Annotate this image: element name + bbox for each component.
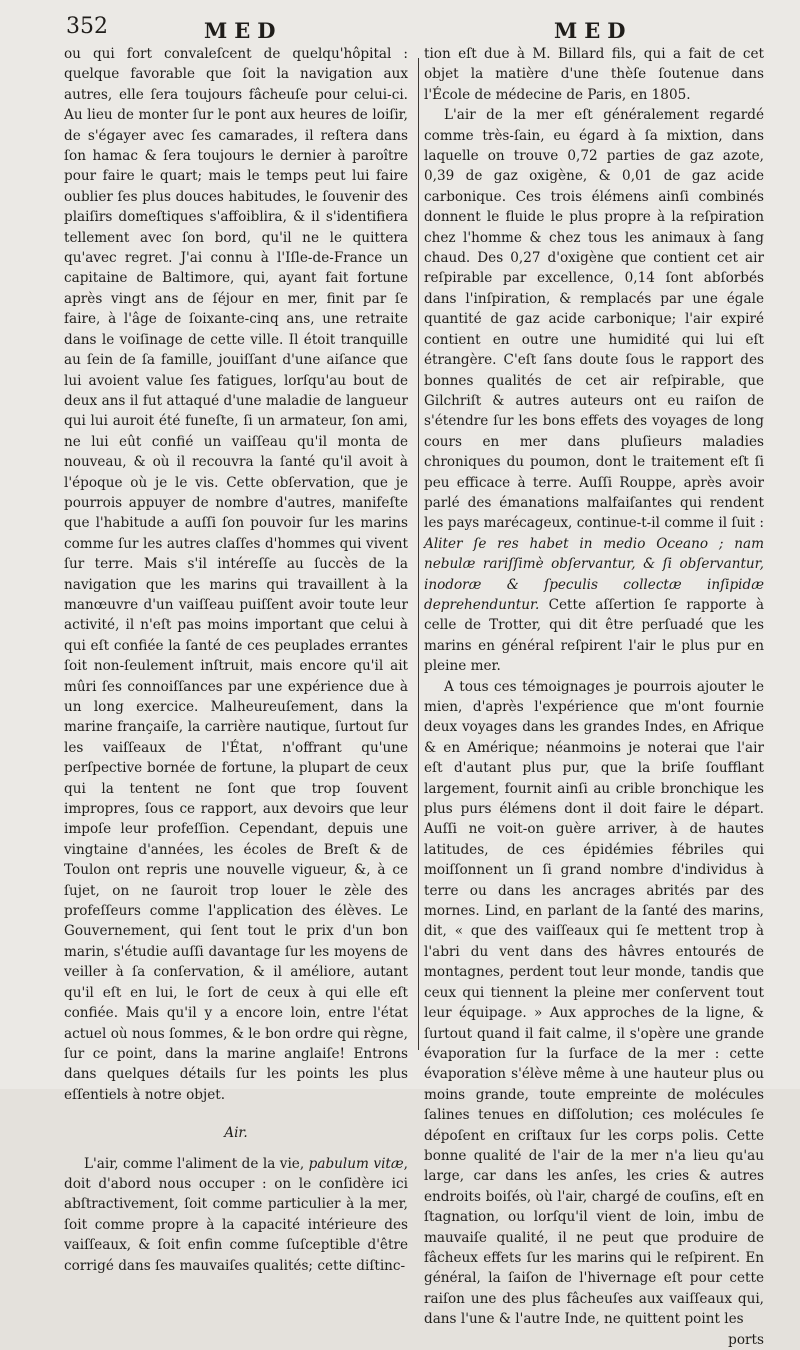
left-paragraph-air (64, 1154, 408, 1276)
right-paragraph-sea-air (424, 105, 764, 676)
right-paragraph-continuation: tion eſt due à M. Billard fils, qui a fait de cet objet la matière d'une thèſe ſoutenue dans l'École de médecine de Paris, en 1805. (424, 46, 764, 103)
section-heading-air: Air. (224, 1125, 248, 1142)
text-run: L'air de la mer eſt généralement regardé comme très-ſain, eu égard à ſa mixtion, dans laquelle on trouve 0,72 parties de gaz azote, 0,39 de gaz oxigène, & 0,01 de gaz acide carbonique. Ces trois élémens ainſi combinés donnent le fluide le plus propre à la reſpiration chez l'homme & chez tous les animaux à ſang chaud. Des 0,27 d'oxigène que contient cet air reſpirable par excellence, 0,14 ſont abſorbés dans l'inſpiration, & remplacés par une égale quantité de gaz acide carbonique; l'air expiré contient en outre une humidité qui lui eſt étrangère. C'eſt ſans doute ſous le rapport des bonnes qualités de cet air reſpirable, que Gilchriſt & autres auteurs ont eu raiſon de s'étendre ſur les bons effets des voyages de long cours en mer dans pluſieurs maladies chroniques du poumon, dont le traitement eſt ſi peu efficace à terre. Auſſi Rouppe, après avoir parlé des émanations malfaiſantes qui rendent les pays marécageux, continue-t-il comme il ſuit : (424, 107, 764, 532)
latin-quotation: Aliter ſe res habet in medio Oceano ; nam nebulæ rariſſimè obſervantur, & ſi obſervantur, inodoræ & ſpeculis collectæ inſipidæ deprehenduntur. (424, 535, 764, 613)
page-number: 352 (66, 14, 108, 39)
left-column (64, 44, 408, 1276)
right-paragraph-testimonies: A tous ces témoignages je pourrois ajouter le mien, d'après l'expérience que m'ont fournie deux voyages dans les grandes Indes, en Afrique & en Amérique; néanmoins je noterai que l'air eſt d'autant plus pur, que la briſe ſoufflant largement, fournit ainſi au crible bronchique les plus purs élémens dont il doit faire le départ. Auſſi ne voit-on guère arriver, à de hautes latitudes, de ces épidémies fébriles qui moiſſonnent un ſi grand nombre d'individus à terre ou dans les ancrages abrités par des mornes. Lind, en parlant de la ſanté des marins, dit, « que des vaiſſeaux qui ſe mettent trop à l'abri du vent dans des hâvres entourés de montagnes, perdent tout leur monde, tandis que ceux qui tiennent la pleine mer conſervent tout leur équipage. » Aux approches de la ligne, & ſurtout quand il fait calme, il s'opère une grande évaporation ſur la ſurface de la mer : cette évaporation s'élève même à une hauteur plus ou moins grande, toute empreinte de molécules ſalines tenues en diſſolution; ces molécules ſe dépoſent en criſtaux ſur les corps polis. Cette bonne qualité de l'air de la mer n'a lieu qu'au large, car dans les anſes, les cries & autres endroits boiſés, où l'air, chargé de couſins, eſt en ſtagnation, ou lorſqu'il vient de loin, imbu de mauvaiſe qualité, il ne peut que produire de fâcheux effets ſur les marins qui le reſpirent. En général, la ſaiſon de l'hivernage eſt pour cette raiſon une des plus fâcheuſes aux vaiſſeaux qui, dans l'une & l'autre Inde, ne quittent point les (424, 678, 764, 1328)
left-paragraph-continuation: ou qui fort convaleſcent de quelqu'hôpital : quelque favorable que ſoit la navigation aux autres, elle ſera toujours fâcheuſe pour celui-ci. Au lieu de monter ſur le pont aux heures de loiſir, de s'égayer avec ſes camarades, il reſtera dans ſon hamac & ſera toujours le dernier à paroître pour faire le quart; mais le temps peut lui faire oublier ſes plus douces habitudes, le ſouvenir des plaiſirs domeſtiques s'affoiblira, & il s'identifiera tellement avec ſon bord, qu'il ne le quittera qu'avec regret. J'ai connu à l'Iſle-de-France un capitaine de Baltimore, qui, ayant fait fortune après vingt ans de ſéjour en mer, finit par ſe faire, à l'âge de ſoixante-cinq ans, une retraite dans le voiſinage de cette ville. Il étoit tranquille au ſein de ſa famille, jouiſſant d'une aiſance que lui avoient value ſes fatigues, lorſqu'au bout de deux ans il fut attaqué d'une maladie de langueur qui lui auroit été funeſte, ſi un armateur, ſon ami, ne lui eût confié un vaiſſeau qu'il monta de nouveau, & où il recouvra la ſanté qu'il avoit à l'époque où je le vis. Cette obſervation, que je pourrois appuyer de nombre d'autres, manifeſte que l'habitude a auſſi ſon pouvoir ſur les marins comme ſur les autres claſſes d'hommes qui vivent ſur terre. Mais s'il intéreſſe au ſuccès de la navigation que les marins qui travaillent à la manœuvre d'un vaiſſeau puiſſent avoir toute leur activité, il n'eſt pas moins important que celui à qui eſt confiée la ſanté de ces peuplades errantes ſoit non-ſeulement inſtruit, mais encore qu'il ait mûri ſes connoiſſances par une expérience due à un long exercice. Malheureuſement, dans la marine françaiſe, la carrière nautique, ſurtout ſur les vaiſſeaux de l'État, n'offrant qu'une perſpective bornée de fortune, la plupart de ceux qui la tentent ne ſont que trop ſouvent impropres, ſous ce rapport, aux devoirs que leur impoſe leur profeſſion. Cependant, depuis une vingtaine d'années, les écoles de Breſt & de Toulon ont repris une nouvelle vigueur, &, à ce ſujet, on ne ſauroit trop louer le zèle des profeſſeurs comme l'application des élèves. Le Gouvernement, qui ſent tout le prix d'un bon marin, s'étudie auſſi davantage ſur les moyens de veiller à ſa conſervation, & il améliore, autant qu'il eſt en lui, le ſort de ceux à qui elle eſt confiée. Mais qu'il y a encore loin, entre l'état actuel où nous ſommes, & le bon ordre qui règne, ſur ce point, dans la marine anglaiſe! Entrons dans quelques détails ſur les points les plus eſſentiels à notre objet. (64, 46, 408, 1103)
text-run: L'air, comme l'aliment de la vie, (84, 1155, 305, 1172)
running-head-left: MED (204, 18, 283, 43)
text-run: , doit d'abord nous occuper : on le conſidère ici abſtractivement, ſoit comme particulier à la mer, ſoit comme propre à la capacité intérieure des vaiſſeaux, & ſoit enfin comme ſuſceptible d'être corrigé dans ſes mauvaiſes qualités; cette diſtinc- (64, 1155, 408, 1274)
column-divider (418, 58, 419, 1050)
catchword: ports (728, 1331, 764, 1348)
right-column (424, 44, 764, 1350)
running-head-right: MED (554, 18, 633, 43)
text-run: Cette aſſertion ſe rapporte à celle de Trotter, qui dit être perſuadé que les marins en général reſpirent l'air le plus pur en pleine mer. (424, 596, 764, 675)
latin-phrase: pabulum vitæ (308, 1155, 404, 1172)
